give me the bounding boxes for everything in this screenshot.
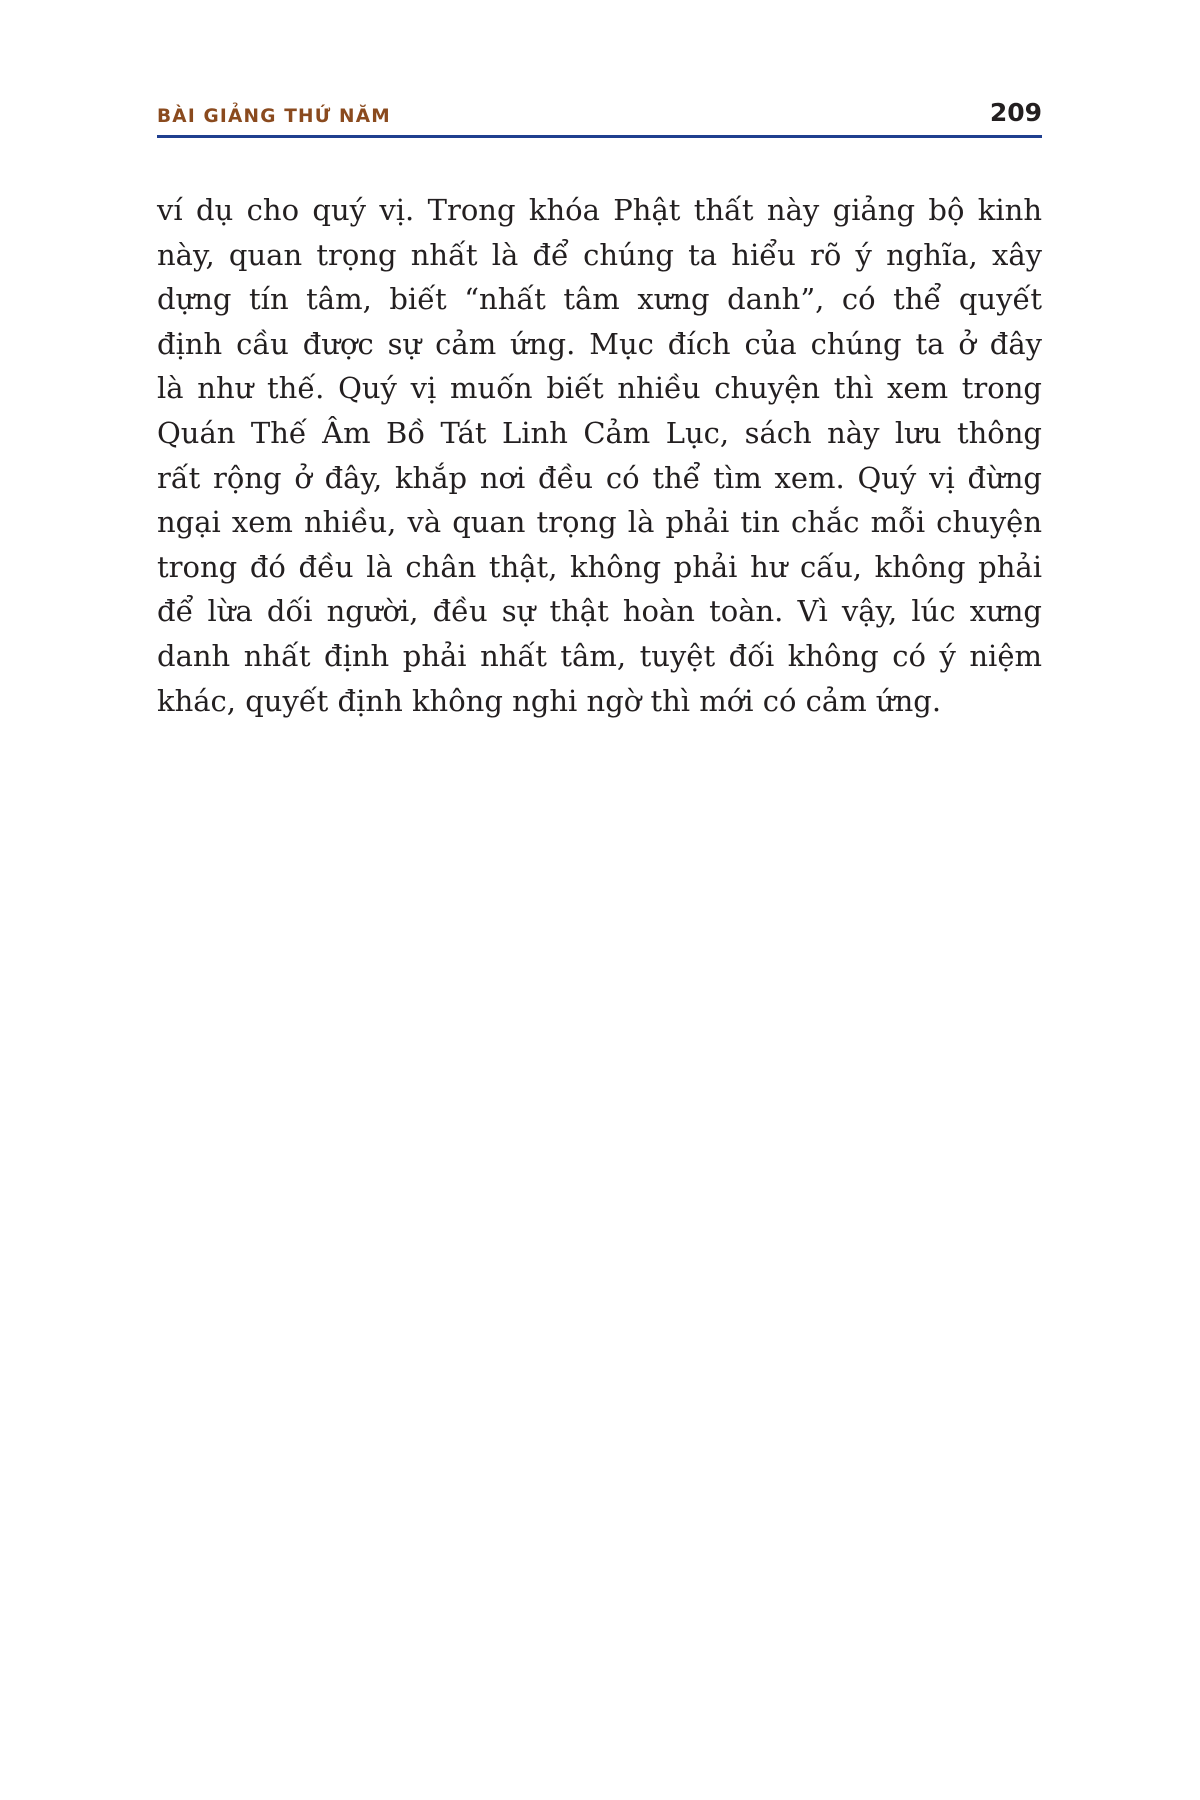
text-line: ví dụ cho quý vị. Trong khóa Phật thất này giảng bộ kinh (157, 193, 1042, 227)
text-line: định cầu được sự cảm ứng. Mục đích của chúng ta ở đây (157, 326, 1042, 361)
text-line: Quán Thế Âm Bồ Tát Linh Cảm Lục, sách này lưu thông (157, 415, 1042, 450)
text-line: trong đó đều là chân thật, không phải hư cấu, không phải (157, 549, 1042, 584)
chapter-title: BÀI GIẢNG THỨ NĂM (157, 106, 391, 127)
text-line: khác, quyết định không nghi ngờ thì mới có cảm ứng. (157, 683, 942, 718)
text-line: này, quan trọng nhất là để chúng ta hiểu rõ ý nghĩa, xây (157, 237, 1042, 272)
running-header (157, 96, 1042, 136)
text-line: danh nhất định phải nhất tâm, tuyệt đối không có ý niệm (157, 638, 1042, 673)
text-line: là như thế. Quý vị muốn biết nhiều chuyện thì xem trong (157, 371, 1042, 406)
text-line: để lừa dối người, đều sự thật hoàn toàn. Vì vậy, lúc xưng (157, 594, 1042, 629)
header-divider (157, 135, 1042, 138)
body-paragraph (157, 188, 1042, 723)
text-line: dựng tín tâm, biết “nhất tâm xưng danh”, có thể quyết (157, 282, 1042, 317)
text-line: rất rộng ở đây, khắp nơi đều có thể tìm xem. Quý vị đừng (157, 460, 1042, 495)
page-number: 209 (989, 98, 1042, 127)
text-line: ngại xem nhiều, và quan trọng là phải tin chắc mỗi chuyện (157, 505, 1042, 540)
